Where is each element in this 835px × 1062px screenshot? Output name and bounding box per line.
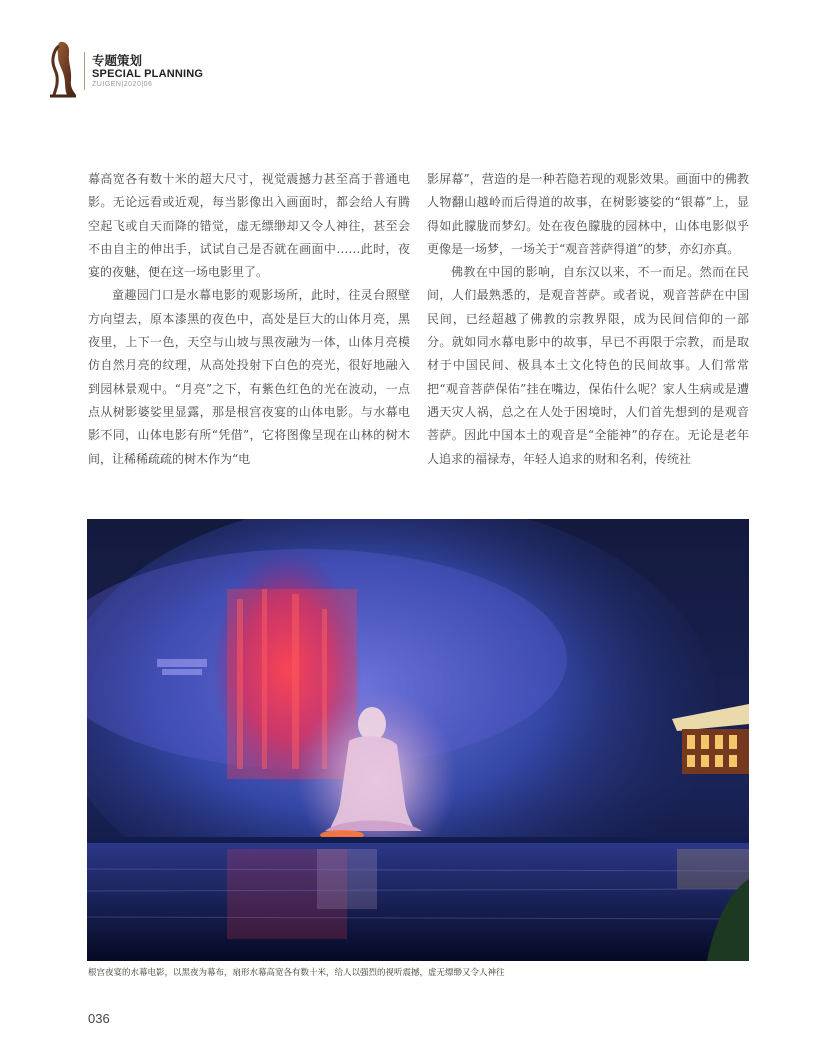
paragraph: 影屏幕”，营造的是一种若隐若现的观影效果。画面中的佛教人物翻山越岭而后得道的故事，在树影婆娑的“银幕”上，显得如此朦胧而梦幻。处在夜色朦胧的园林中，山体电影似乎更像是一场梦，一场关于“观音菩萨得道”的梦，亦幻亦真。 [427, 172, 749, 256]
page-number: 036 [88, 1011, 110, 1026]
root-sculpture-logo-icon [46, 40, 78, 98]
paragraph: 童趣园门口是水幕电影的观影场所，此时，往灵台照壁方向望去，原本漆黑的夜色中，高处是巨大的山体月亮，黑夜里，上下一色，天空与山坡与黑夜融为一体，山体月亮模仿自然月亮的纹理，从高处投射下白色的亮光，很好地融入到园林景观中。“月亮”之下，有紫色红色的光在波动，一点点从树影婆娑里显露，那是根宫夜宴的山体电影。与水幕电影不同，山体电影有所“凭借”，它将图像呈现在山林的树木间，让稀稀疏疏的树木作为“电 [88, 288, 410, 466]
issue-label: ZUIGEN|2020|06 [92, 81, 153, 88]
article-column-right [427, 168, 749, 471]
water-screen-movie-photo [87, 519, 749, 961]
section-title-zh: 专题策划 [92, 53, 143, 68]
paragraph: 幕高宽各有数十米的超大尺寸，视觉震撼力甚至高于普通电影。无论远看或近观，每当影像出入画面时，都会给人有腾空起飞或自天而降的错觉，虚无缥缈却又令人神往，甚至会不由自主的伸出手，试试自己是否就在画面中……此时，夜宴的夜魅，便在这一场电影里了。 [88, 172, 410, 280]
article-column-left [88, 168, 410, 471]
paragraph: 佛教在中国的影响，自东汉以来，不一而足。然而在民间，人们最熟悉的，是观音菩萨。或者说，观音菩萨在中国民间，已经超越了佛教的宗教界限，成为民间信仰的一部分。就如同水幕电影中的故事，早已不再限于宗教，而是取材于中国民间、极具本土文化特色的民间故事。人们常常把“观音菩萨保佑”挂在嘴边，保佑什么呢？家人生病或是遭遇天灾人祸，总之在人处于困境时，人们首先想到的是观音菩萨。因此中国本土的观音是“全能神”的存在。无论是老年人追求的福禄寿，年轻人追求的财和名利，传统社 [427, 265, 749, 466]
photo-caption: 根宫夜宴的水幕电影，以黑夜为幕布，扇形水幕高宽各有数十米，给人以强烈的视听震撼，虚无缥缈又令人神往 [88, 968, 505, 978]
section-title-en: SPECIAL PLANNING [92, 68, 204, 80]
header-divider [84, 52, 85, 90]
